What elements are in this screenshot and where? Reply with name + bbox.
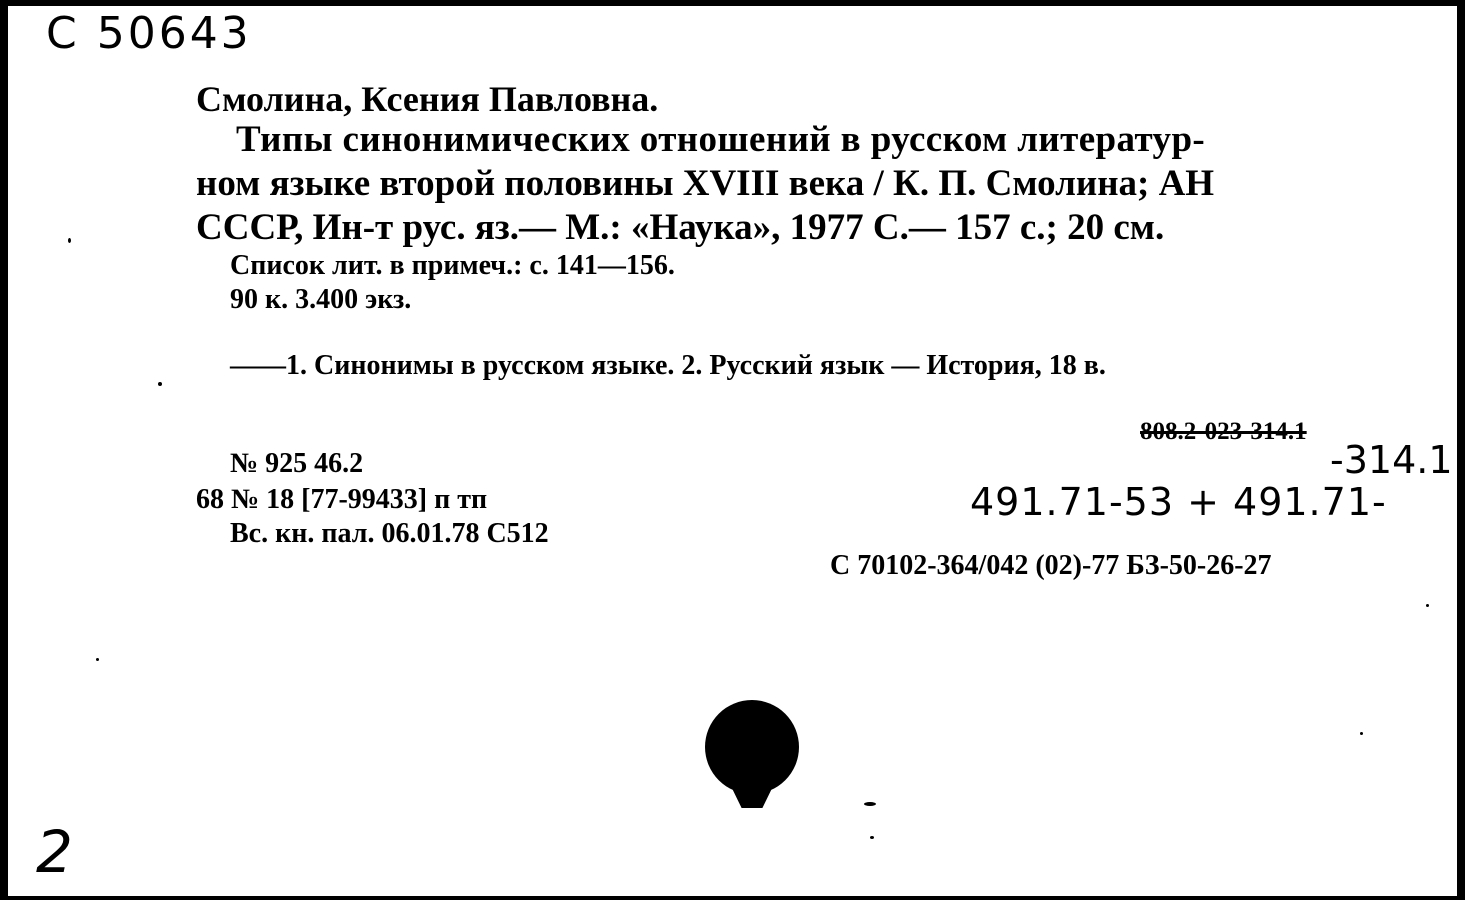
title-line-3: СССР, Ин-т рус. яз.— М.: «Наука», 1977 С.— 157 с.; 20 см. bbox=[196, 207, 1165, 248]
handwritten-classification-2: 491.71-53 + 491.71- bbox=[970, 480, 1387, 524]
speck bbox=[96, 658, 99, 661]
speck bbox=[1426, 604, 1429, 607]
handwritten-classification-1: -314.1 bbox=[1330, 438, 1453, 482]
title-line-2: ном языке второй половины XVIII века / К. П. Смолина; АН bbox=[196, 163, 1215, 204]
speck bbox=[1360, 732, 1363, 735]
author-heading: Смолина, Ксения Павловна. bbox=[196, 79, 659, 119]
catalog-card bbox=[8, 6, 1457, 896]
speck bbox=[158, 382, 162, 386]
chamber-date: Вс. кн. пал. 06.01.78 С512 bbox=[230, 518, 549, 549]
speck bbox=[864, 802, 876, 806]
speck bbox=[870, 836, 874, 839]
card-number: № 925 46.2 bbox=[230, 448, 364, 479]
bibliography-note: Список лит. в примеч.: с. 141—156. bbox=[230, 250, 675, 281]
struck-classification: 808.2-023-314.1 bbox=[1140, 418, 1307, 445]
price-print-run: 90 к. 3.400 экз. bbox=[230, 284, 412, 315]
publication-code: С 70102-364/042 (02)-77 БЗ-50-26-27 bbox=[830, 550, 1272, 581]
speck bbox=[68, 238, 71, 243]
registration-number: 68 № 18 [77-99433] п тп bbox=[196, 484, 488, 515]
corner-mark: 2 bbox=[36, 818, 73, 886]
punch-hole-tail bbox=[726, 776, 778, 808]
catalog-number: C 50643 bbox=[46, 8, 252, 59]
title-line-1: Типы синонимических отношений в русском литератур- bbox=[236, 119, 1206, 160]
subject-headings: ——1. Синонимы в русском языке. 2. Русский язык — История, 18 в. bbox=[230, 350, 1106, 381]
